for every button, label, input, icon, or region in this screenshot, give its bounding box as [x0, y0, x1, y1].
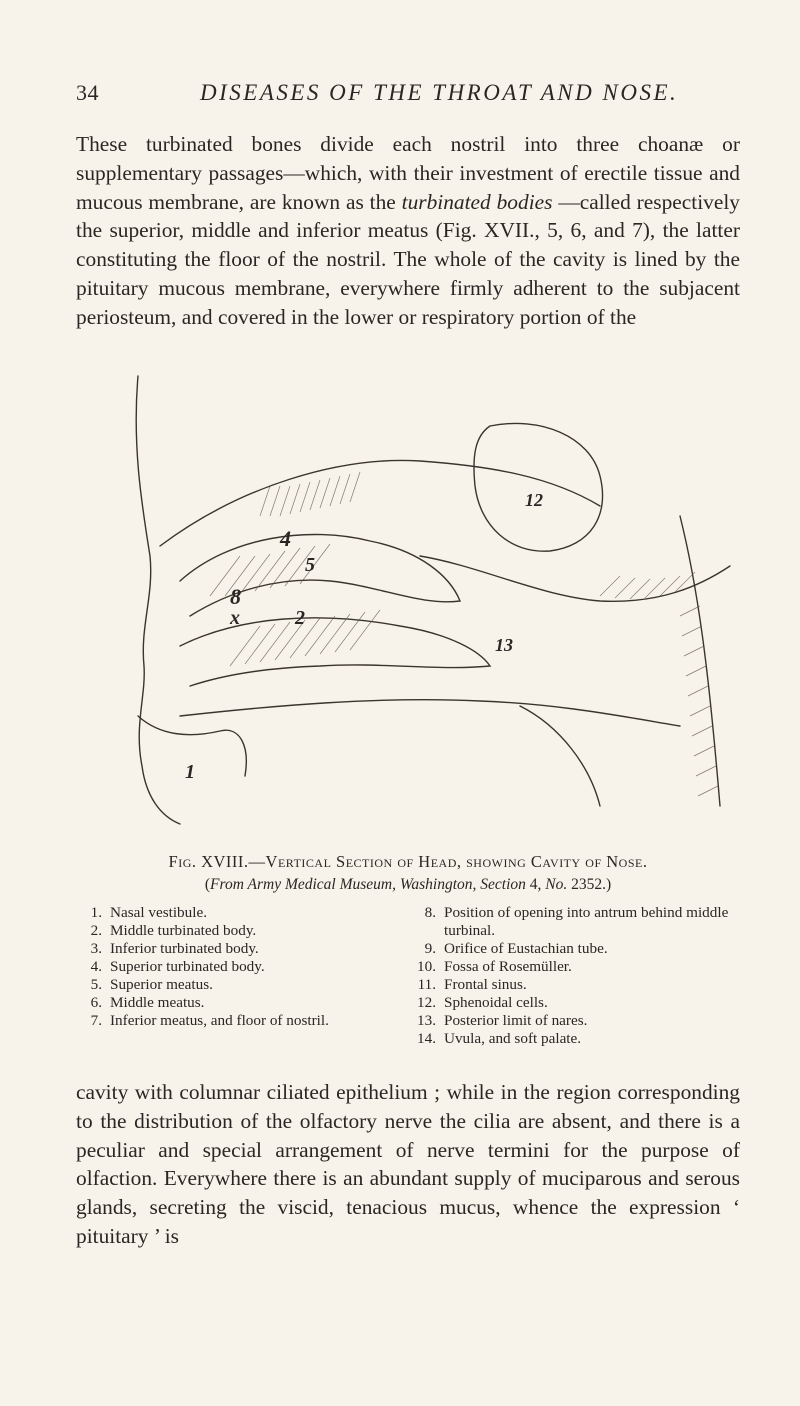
- legend-item: [410, 904, 740, 940]
- figure-caption: [76, 852, 740, 872]
- legend-item: [410, 994, 740, 1012]
- figure-source-open: (: [204, 876, 211, 893]
- legend-item: [76, 976, 394, 994]
- figure-source: [76, 876, 740, 894]
- legend-text: Sphenoidal cells.: [444, 994, 548, 1011]
- figure-label-middle-turbinate: 2: [295, 607, 305, 629]
- legend-item: [76, 994, 394, 1012]
- legend-number: 12.: [417, 994, 436, 1011]
- figure-source-italic: From Army Medical Museum, Washington, Section: [210, 876, 526, 893]
- legend-number: 2.: [90, 922, 102, 939]
- legend-text: Inferior turbinated body.: [110, 940, 259, 957]
- hatching-upper: [260, 472, 360, 516]
- page-number: 34: [76, 80, 99, 105]
- soft-palate-line: [520, 706, 600, 806]
- figure-legend-left: [76, 904, 394, 1030]
- figure-source-section: 4,: [525, 876, 546, 893]
- figure-label-nasal-vestibule: 1: [185, 761, 195, 783]
- pharynx-wall-line: [680, 516, 720, 806]
- sphenoid-cell-outline: [474, 423, 603, 551]
- legend-text: Nasal vestibule.: [110, 904, 208, 921]
- legend-number: 11.: [417, 976, 436, 993]
- figure-label-posterior-nares: 13: [495, 635, 513, 655]
- figure-legend-right: [410, 904, 740, 1048]
- paragraph-bottom: cavity with columnar ciliated epithelium ; while in the region corresponding to the distribution of the olfactory nerve the cilia are absent, and there is a peculiar and special arrangement of nerve termini for the purpose of olfaction. Everywhere there is an abundant supply of muciparous and serous glands, secreting the viscid, tenacious mucus, whence the expression ‘ pituitary ’ is: [76, 1080, 740, 1248]
- legend-number: 3.: [90, 940, 102, 957]
- legend-number: 9.: [424, 940, 436, 957]
- legend-number: 6.: [90, 994, 102, 1011]
- figure-label-superior-meatus: 5: [305, 554, 315, 576]
- paragraph-top-emphasis: turbinated bodies: [401, 189, 553, 214]
- legend-item: [76, 904, 394, 922]
- legend-number: 7.: [90, 1012, 102, 1029]
- figure-caption-number: Fig. XVIII.—: [168, 852, 266, 871]
- legend-text: Superior turbinated body.: [110, 958, 265, 975]
- legend-text: Middle turbinated body.: [110, 922, 257, 939]
- paragraph-top-text-2: —called respectively the superior, middle and inferior meatus (Fig. XVII., 5, 6, and 7), the latter constituting the floor of the nostril. The whole of the cavity is lined by the pituitary mucous membrane, everywhere firmly adherent to the subjacent periosteum, and covered in the lower or respiratory portion of the: [76, 189, 740, 329]
- legend-number: 10.: [417, 958, 436, 975]
- legend-item: [410, 958, 740, 976]
- legend-number: 13.: [417, 1012, 436, 1029]
- legend-item: [410, 976, 740, 994]
- hatching-posterior: [600, 572, 695, 599]
- figure-label-x: x: [230, 607, 240, 629]
- legend-text: Superior meatus.: [110, 976, 213, 993]
- anatomical-figure: [120, 366, 740, 826]
- legend-item: [76, 940, 394, 958]
- figure-source-number: 2352.): [567, 876, 612, 893]
- middle-turbinate-outline: [180, 534, 460, 616]
- legend-item: [410, 1012, 740, 1030]
- nasal-floor-line: [180, 700, 680, 726]
- figure-caption-title: Vertical Section of Head, showing Cavity of Nose.: [265, 852, 648, 871]
- legend-number: 8.: [424, 904, 436, 921]
- legend-number: 5.: [90, 976, 102, 993]
- nose-section-illustration: [120, 366, 740, 826]
- figure-label-superior-turbinate: 4: [280, 526, 291, 551]
- legend-item: [76, 1012, 394, 1030]
- legend-item: [76, 958, 394, 976]
- running-head: DISEASES OF THE THROAT AND NOSE.: [200, 80, 679, 105]
- legend-text: Frontal sinus.: [444, 976, 527, 993]
- legend-number: 1.: [90, 904, 102, 921]
- legend-text: Inferior meatus, and floor of nostril.: [110, 1012, 329, 1029]
- legend-text: Orifice of Eustachian tube.: [444, 940, 608, 957]
- legend-item: [410, 1030, 740, 1048]
- figure-source-no: No.: [545, 876, 568, 893]
- legend-text: Middle meatus.: [110, 994, 205, 1011]
- figure-label-sphenoidal-cells: 12: [525, 490, 543, 510]
- figure-label-antrum: 8: [230, 584, 241, 609]
- face-profile-line: [136, 376, 180, 824]
- legend-text: Fossa of Rosemüller.: [444, 958, 572, 975]
- legend-text: Position of opening into antrum behind middle turbinal.: [444, 904, 729, 939]
- legend-item: [410, 940, 740, 958]
- hatching-pharynx: [680, 606, 718, 796]
- paragraph-top: [76, 130, 740, 332]
- legend-number: 14.: [417, 1030, 436, 1047]
- paragraph-top-text-1: These turbinated bones divide each nostril into three choanæ or supplementary passages—which, with their investment of erectile tissue and mucous membrane, are known as the: [76, 132, 740, 214]
- legend-text: Uvula, and soft palate.: [444, 1030, 582, 1047]
- legend-text: Posterior limit of nares.: [444, 1012, 588, 1029]
- posterior-nares-line: [420, 556, 730, 601]
- legend-item: [76, 922, 394, 940]
- legend-number: 4.: [90, 958, 102, 975]
